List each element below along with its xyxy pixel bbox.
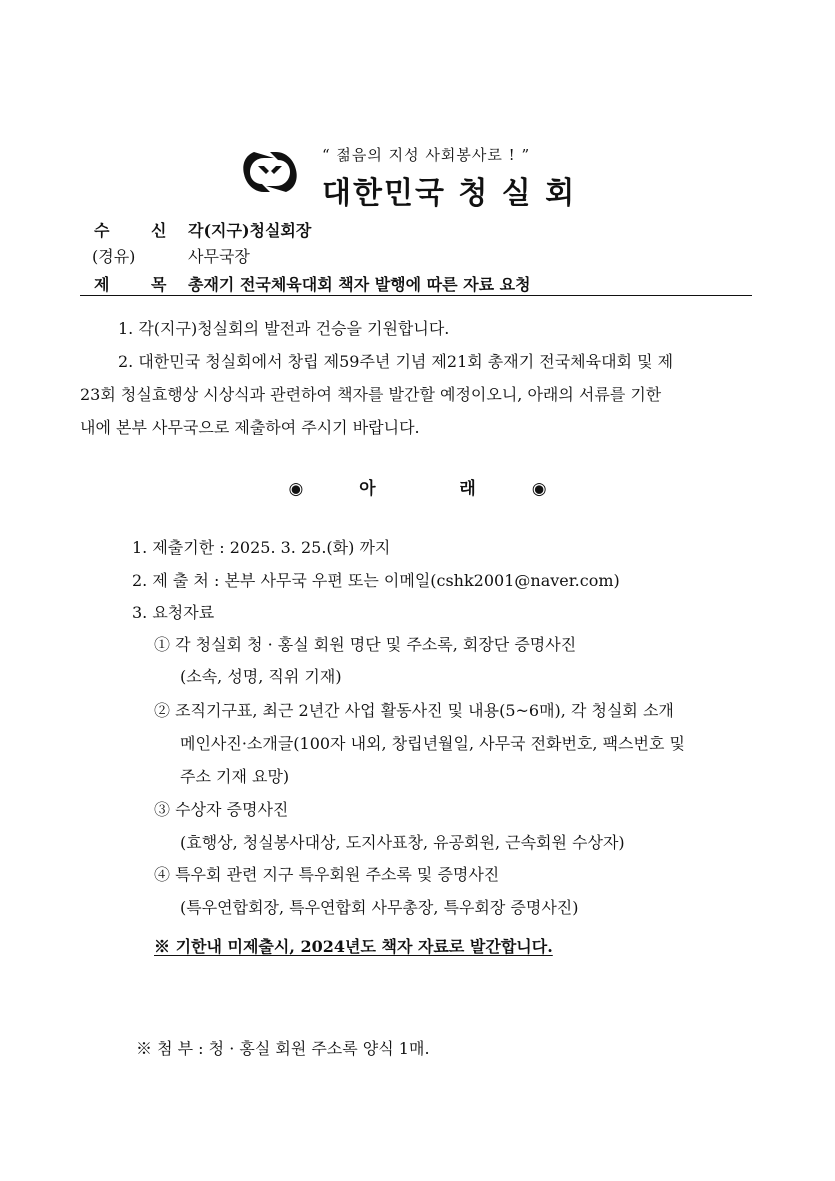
sub-item-4-line-1: ④ 특우회 관련 지구 특우회원 주소록 및 증명사진 bbox=[154, 865, 500, 884]
sub-item-2-line-2: 메인사진·소개글(100자 내외, 창립년월일, 사무국 전화번호, 팩스번호 및 bbox=[180, 734, 685, 753]
notice-word-1: 아 bbox=[359, 479, 376, 499]
item-3-requested-materials: 3. 요청자료 bbox=[132, 603, 215, 622]
organization-name: 대한민국 청 실 회 bbox=[322, 176, 577, 211]
notice-word-2: 래 bbox=[459, 479, 476, 499]
organization-logo-icon bbox=[240, 148, 300, 196]
sub-item-1-line-2: (소속, 성명, 직위 기재) bbox=[180, 667, 342, 686]
paragraph-2-line-1: 2. 대한민국 청실회에서 창립 제59주년 기념 제21회 총재기 전국체육대회 및 제 bbox=[118, 352, 674, 371]
sub-item-3-line-2: (효행상, 청실봉사대상, 도지사표창, 유공회원, 근속회원 수상자) bbox=[180, 833, 625, 852]
paragraph-2-line-3: 내에 본부 사무국으로 제출하여 주시기 바랍니다. bbox=[80, 418, 420, 437]
notice-right-mark: ◉ bbox=[531, 479, 547, 499]
sub-item-2-line-1: ② 조직기구표, 최근 2년간 사업 활동사진 및 내용(5~6매), 각 청실회 소개 bbox=[154, 701, 674, 720]
paragraph-1 bbox=[80, 312, 754, 345]
recipient-label: 수 신 bbox=[94, 221, 185, 240]
sub-item-1-line-1: ① 각 청실회 청 · 홍실 회원 명단 및 주소록, 회장단 증명사진 bbox=[154, 635, 577, 654]
sub-item-4-line-2: (특우연합회장, 특우연합회 사무총장, 특우회장 증명사진) bbox=[180, 898, 579, 917]
paragraph-2-line-2: 23회 청실효행상 시상식과 관련하여 책자를 발간할 예정이오니, 아래의 서류를 기한 bbox=[80, 385, 662, 404]
sub-item-3-line-1: ③ 수상자 증명사진 bbox=[154, 800, 289, 819]
slogan: “ 젊음의 지성 사회봉사로 ! ” bbox=[322, 146, 531, 164]
item-2-submission: 2. 제 출 처 : 본부 사무국 우편 또는 이메일(cshk2001@naver.com) bbox=[132, 571, 620, 590]
header-divider bbox=[80, 295, 752, 296]
item-1-deadline: 1. 제출기한 : 2025. 3. 25.(화) 까지 bbox=[132, 538, 391, 557]
attachment-note: ※ 첨 부 : 청 · 홍실 회원 주소록 양식 1매. bbox=[136, 1039, 430, 1058]
sub-item-2-line-3: 주소 기재 요망) bbox=[180, 767, 290, 786]
subject-label: 제 목 bbox=[94, 275, 185, 294]
paragraph-1-text: 1. 각(지구)청실회의 발전과 건승을 기원합니다. bbox=[118, 319, 450, 338]
subject-value: 총재기 전국체육대회 책자 발행에 따른 자료 요청 bbox=[188, 275, 531, 294]
recipient-value: 각(지구)청실회장 bbox=[188, 221, 312, 240]
notice-heading bbox=[0, 474, 835, 499]
via-label: (경유) bbox=[92, 247, 136, 266]
via-value: 사무국장 bbox=[188, 247, 250, 266]
paragraph-2 bbox=[80, 345, 754, 444]
deadline-note: ※ 기한내 미제출시, 2024년도 책자 자료로 발간합니다. bbox=[154, 937, 553, 956]
notice-left-mark: ◉ bbox=[288, 479, 304, 499]
